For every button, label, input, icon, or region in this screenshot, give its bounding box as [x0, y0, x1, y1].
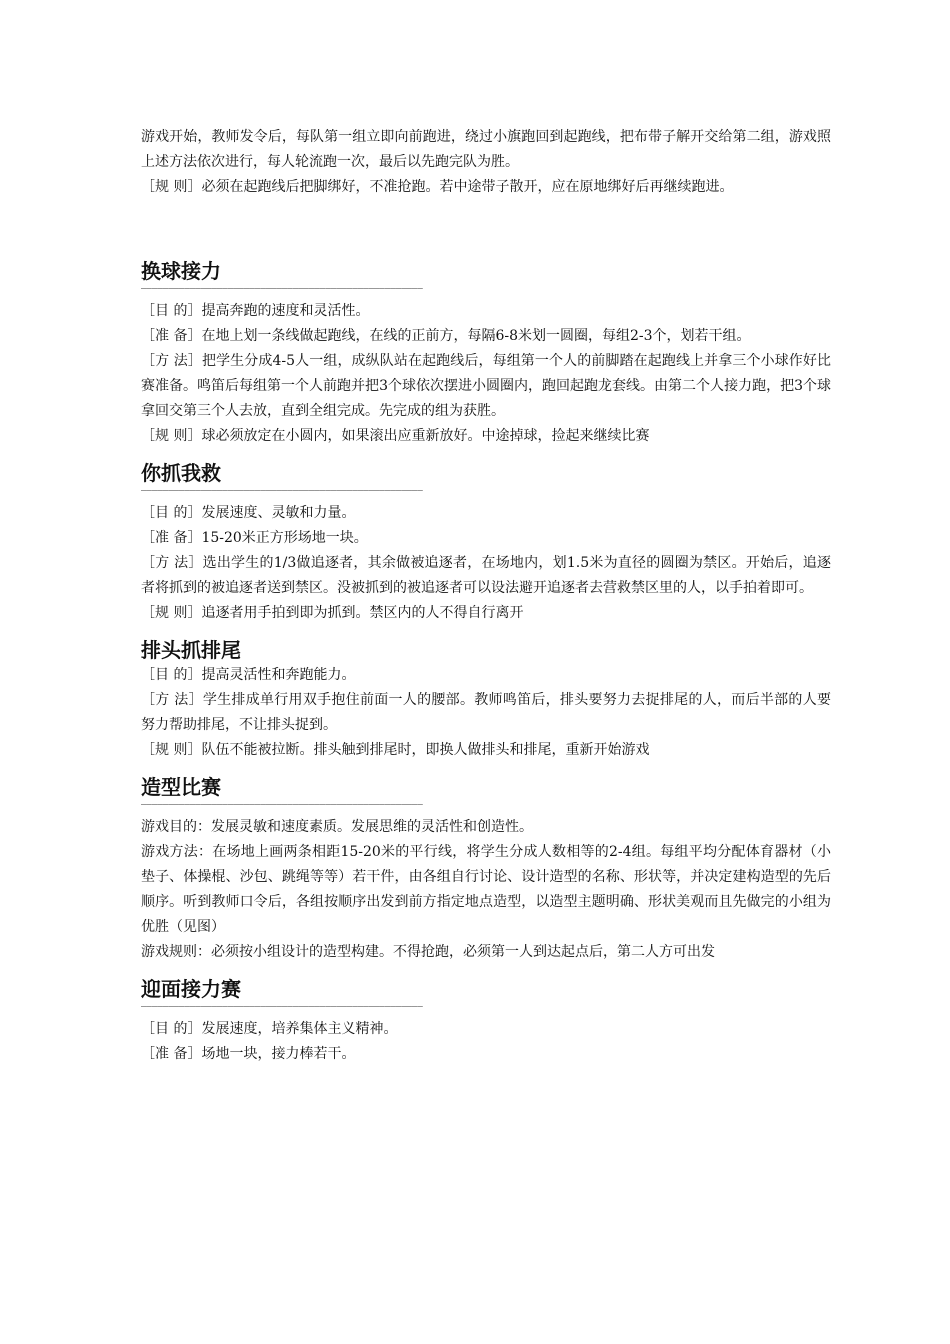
- section-yingmian-jieli: [141, 976, 831, 1067]
- section-title: 你抓我救: [141, 461, 221, 485]
- goal-paragraph: 游戏目的：发展灵敏和速度素质。发展思维的灵活性和创造性。: [141, 819, 533, 835]
- section-zaoxing-bisai: [141, 774, 831, 965]
- section-nizhua-wojiu: [141, 460, 831, 626]
- preparation-paragraph: ［准 备］场地一块，接力棒若干。: [141, 1046, 356, 1062]
- goal-paragraph: ［目 的］提高奔跑的速度和灵活性。: [141, 303, 370, 319]
- title-divider: ————————————————————————————————————————————————————: [141, 800, 423, 810]
- section-huanqiu-jieli: [141, 258, 831, 449]
- method-paragraph: ［方 法］选出学生的1/3做追逐者，其余做被追逐者，在场地内，划1.5米为直径的圆圈为禁区。开始后，追逐者将抓到的被追逐者送到禁区。没被抓到的被追逐者可以设法避开追逐者去营救禁区里的人，以手拍着即可。: [141, 555, 831, 596]
- method-paragraph: 游戏方法：在场地上画两条相距15-20米的平行线，将学生分成人数相等的2-4组。每组平均分配体育器材（小垫子、体操棍、沙包、跳绳等等）若干件，由各组自行讨论、设计造型的名称、形状等，并决定建构造型的先后顺序。听到教师口令后，各组按顺序出发到前方指定地点造型，以造型主题明确、形状美观而且先做完的小组为优胜（见图）: [141, 844, 831, 935]
- rules-paragraph: ［规 则］队伍不能被拉断。排头触到排尾时，即换人做排头和排尾，重新开始游戏: [141, 742, 650, 758]
- section-title: 造型比赛: [141, 775, 221, 799]
- section-title: 换球接力: [141, 259, 221, 283]
- section-title: 迎面接力赛: [141, 977, 241, 1001]
- intro-rules-paragraph: ［规 则］必须在起跑线后把脚绑好，不准抢跑。若中途带子散开，应在原地绑好后再继续跑进。: [141, 179, 734, 195]
- document-body: [141, 125, 831, 1067]
- goal-paragraph: ［目 的］发展速度、灵敏和力量。: [141, 505, 356, 521]
- goal-paragraph: ［目 的］提高灵活性和奔跑能力。: [141, 667, 356, 683]
- title-divider: ————————————————————————————————————————————————————: [141, 486, 423, 496]
- intro-paragraph: 游戏开始，教师发令后，每队第一组立即向前跑进，绕过小旗跑回到起跑线，把布带子解开交给第二组，游戏照上述方法依次进行，每人轮流跑一次，最后以先跑完队为胜。: [141, 129, 831, 170]
- section-paitou-zhua-paiwei: [141, 637, 831, 763]
- goal-paragraph: ［目 的］发展速度，培养集体主义精神。: [141, 1021, 398, 1037]
- preparation-paragraph: ［准 备］在地上划一条线做起跑线，在线的正前方，每隔6-8米划一圆圈，每组2-3个，划若干组。: [141, 328, 751, 344]
- method-paragraph: ［方 法］学生排成单行用双手抱住前面一人的腰部。教师鸣笛后，排头要努力去捉排尾的人，而后半部的人要努力帮助排尾，不让排头捉到。: [141, 692, 831, 733]
- rules-paragraph: ［规 则］球必须放定在小圆内，如果滚出应重新放好。中途掉球，捡起来继续比赛: [141, 428, 650, 444]
- rules-paragraph: ［规 则］追逐者用手拍到即为抓到。禁区内的人不得自行离开: [141, 605, 524, 621]
- title-divider: ————————————————————————————————————————————————————: [141, 284, 423, 294]
- intro-block: [141, 125, 831, 200]
- rules-paragraph: 游戏规则：必须按小组设计的造型构建。不得抢跑，必须第一人到达起点后，第二人方可出发: [141, 944, 715, 960]
- method-paragraph: ［方 法］把学生分成4-5人一组，成纵队站在起跑线后，每组第一个人的前脚踏在起跑线上并拿三个小球作好比赛准备。鸣笛后每组第一个人前跑并把3个球依次摆进小圆圈内，跑回起跑龙套线。由第二个人接力跑，把3个球拿回交第三个人去放，直到全组完成。先完成的组为获胜。: [141, 353, 831, 419]
- preparation-paragraph: ［准 备］15-20米正方形场地一块。: [141, 530, 368, 546]
- section-title: 排头抓排尾: [141, 638, 241, 662]
- title-divider: ————————————————————————————————————————————————————: [141, 1002, 423, 1012]
